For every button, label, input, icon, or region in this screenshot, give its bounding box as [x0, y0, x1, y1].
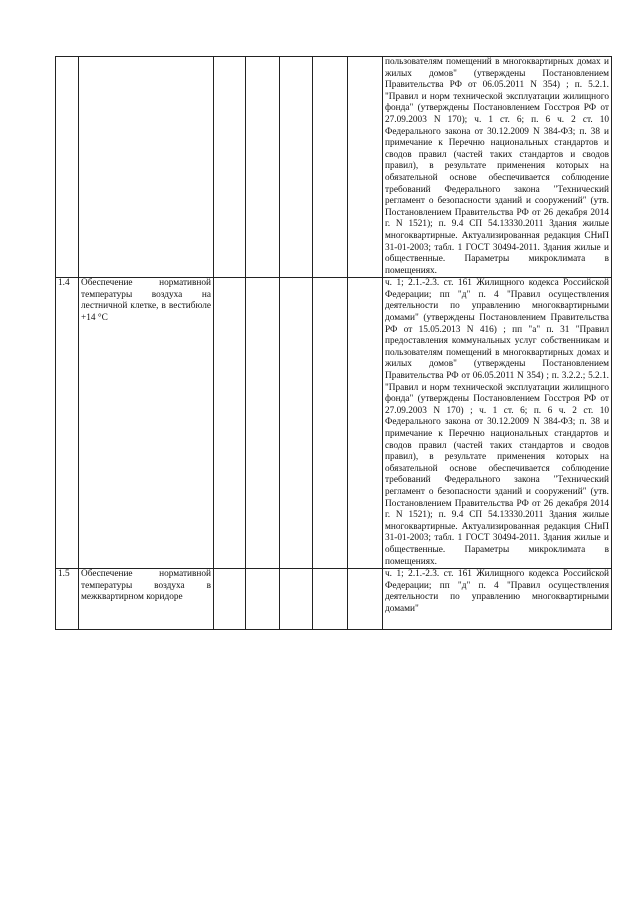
empty-cell: [348, 278, 383, 569]
empty-cell: [246, 278, 280, 569]
empty-cell: [280, 569, 313, 630]
empty-cell: [246, 569, 280, 630]
requirement-text: [79, 57, 214, 278]
legal-reference: пользователям помещений в многоквартирных домах и жилых домов" (утверждены Постановлением Правительства РФ от 06.05.2011 N 354) ; п. 5.2.1. "Правил и норм технической эксплуатации жилищного фонда" (утверждены Постановлением Госстроя РФ от 27.09.2003 N 170); ч. 1 ст. 6; п. 6 ч. 2 ст. 10 Федерального закона от 30.12.2009 N 384-ФЗ; п. 38 и примечание к Перечню национальных стандартов и сводов правил (частей таких стандартов и сводов правил), в результате применения которых на обязательной основе обеспечивается соблюдение требований Федерального закона "Технический регламент о безопасности зданий и сооружений" (утв. Постановлением Правительства РФ от 26 декабря 2014 г. N 1521); п. 9.4 СП 54.13330.2011 Здания жилые многоквартирные. Актуализированная редакция СНиП 31-01-2003; табл. 1 ГОСТ 30494-2011. Здания жилые и общественные. Параметры микроклимата в помещениях.: [383, 57, 612, 278]
empty-cell: [214, 57, 246, 278]
empty-cell: [214, 569, 246, 630]
empty-cell: [214, 278, 246, 569]
table-row: [56, 278, 612, 569]
empty-cell: [313, 57, 348, 278]
empty-cell: [313, 278, 348, 569]
empty-cell: [348, 57, 383, 278]
requirements-table: [55, 56, 612, 630]
empty-cell: [280, 57, 313, 278]
empty-cell: [246, 57, 280, 278]
empty-cell: [280, 278, 313, 569]
empty-cell: [313, 569, 348, 630]
requirement-text: Обеспечение нормативной температуры воздуха на лестничной клетке, в вестибюле +14 °С: [79, 278, 214, 569]
table-row: [56, 57, 612, 278]
legal-reference: ч. 1; 2.1.-2.3. ст. 161 Жилищного кодекса Российской Федерации; пп "д" п. 4 "Правил осуществления деятельности по управлению многоквартирными домами": [383, 569, 612, 630]
row-number: [56, 57, 79, 278]
table-row: [56, 569, 612, 630]
requirement-text: Обеспечение нормативной температуры воздуха в межквартирном коридоре: [79, 569, 214, 630]
legal-reference: ч. 1; 2.1.-2.3. ст. 161 Жилищного кодекса Российской Федерации; пп "д" п. 4 "Правил осуществления деятельности по управлению многоквартирными домами" (утверждены Постановлением Правительства РФ от 15.05.2013 N 416) ; пп "а" п. 31 "Правил предоставления коммунальных услуг собственникам и пользователям помещений в многоквартирных домах и жилых домов" (утверждены Постановлением Правительства РФ от 06.05.2011 N 354) ; п. 3.2.2.; 5.2.1. "Правил и норм технической эксплуатации жилищного фонда" (утверждены Постановлением Госстроя РФ от 27.09.2003 N 170) ; ч. 1 ст. 6; п. 6 ч. 2 ст. 10 Федерального закона от 30.12.2009 N 384-ФЗ; п. 38 и примечание к Перечню национальных стандартов и сводов правил (частей таких стандартов и сводов правил), в результате применения которых на обязательной основе обеспечивается соблюдение требований Федерального закона "Технический регламент о безопасности зданий и сооружений" (утв. Постановлением Правительства РФ от 26 декабря 2014 г. N 1521); п. 9.4 СП 54.13330.2011 Здания жилые многоквартирные. Актуализированная редакция СНиП 31-01-2003; табл. 1 ГОСТ 30494-2011. Здания жилые и общественные. Параметры микроклимата в помещениях.: [383, 278, 612, 569]
row-number: 1.4: [56, 278, 79, 569]
empty-cell: [348, 569, 383, 630]
row-number: 1.5: [56, 569, 79, 630]
